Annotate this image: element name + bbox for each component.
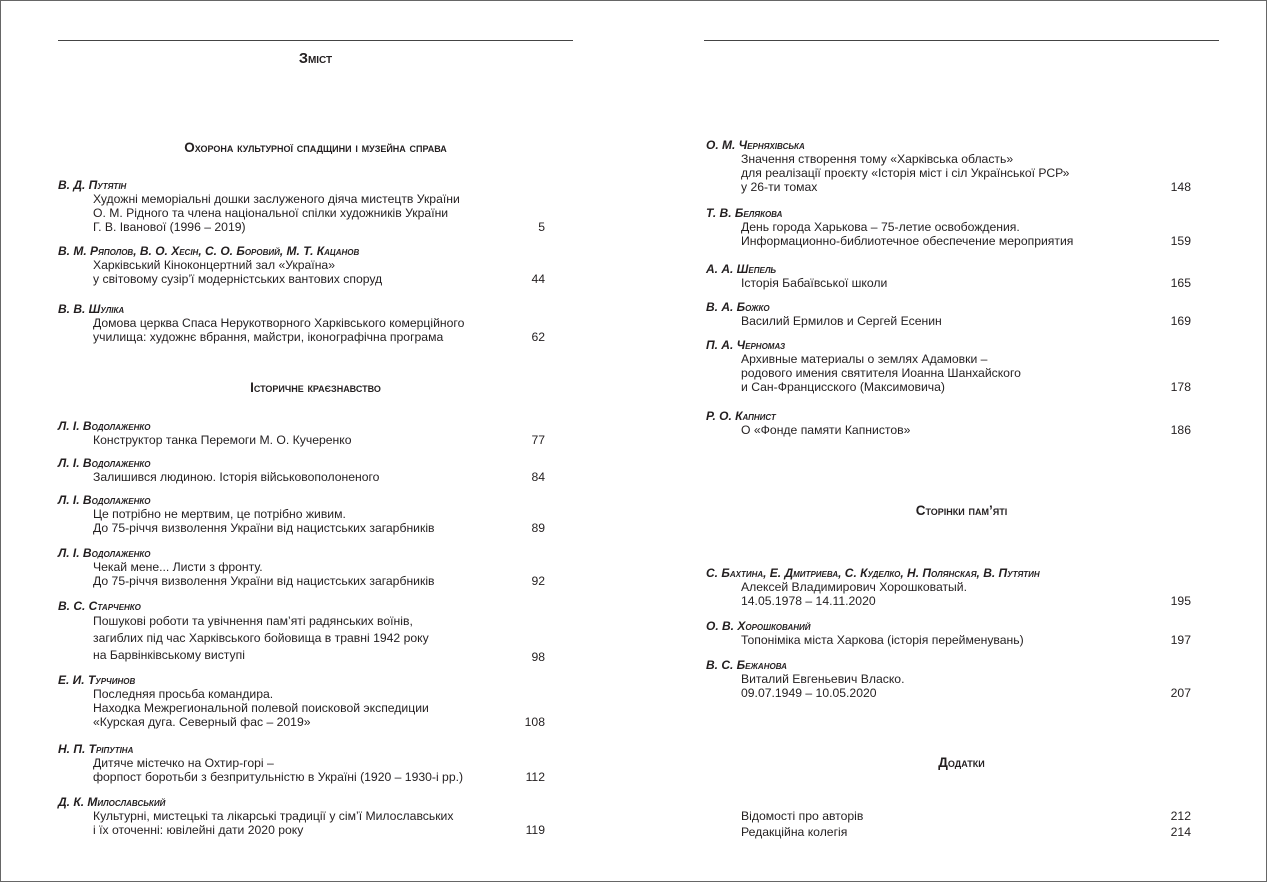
entry-title-line: Алексей Владимирович Хорошковатый. bbox=[741, 580, 967, 594]
entry-title-line: училища: художнє вбрання, майстри, іконографічна програма bbox=[93, 330, 444, 344]
entry-title-line: Топоніміка міста Харкова (історія перейменувань) bbox=[741, 633, 1024, 647]
entry-page-number: 165 bbox=[1170, 276, 1191, 290]
entry-title-line: на Барвінківському виступі bbox=[93, 648, 245, 662]
entry-author: Л. І. Водолаженко bbox=[58, 456, 151, 470]
entry-author: О. В. Хорошкований bbox=[706, 619, 811, 633]
entry-title-line: для реалізації проєкту «Історія міст і сіл Української РСР» bbox=[741, 166, 1070, 180]
entry-title bbox=[706, 352, 1191, 394]
entry-page-number: 112 bbox=[525, 770, 545, 784]
entry-title-line: 09.07.1949 – 10.05.2020 bbox=[741, 686, 877, 700]
entry-author: С. Бахтина, Е. Дмитриева, С. Куделко, Н. Полянская, В. Путятин bbox=[706, 566, 1040, 580]
entry-page-number: 108 bbox=[524, 715, 545, 729]
entry-author: Л. І. Водолаженко bbox=[58, 493, 151, 507]
toc-entry[interactable] bbox=[706, 138, 1191, 194]
toc-entry[interactable] bbox=[58, 673, 545, 729]
entry-title bbox=[58, 560, 545, 588]
entry-page-number: 207 bbox=[1170, 686, 1191, 700]
entry-title-line: Це потрібно не мертвим, це потрібно живим. bbox=[93, 507, 346, 521]
entry-title-line: О. М. Рідного та члена національної спілки художників України bbox=[93, 206, 449, 220]
entry-title-line: Домова церква Спаса Нерукотворного Харківського комерційного bbox=[93, 316, 465, 330]
entry-title-line: Виталий Евгеньевич Власко. bbox=[741, 672, 905, 686]
toc-entry[interactable] bbox=[706, 338, 1191, 394]
section-heading: Додатки bbox=[938, 755, 985, 770]
entry-title bbox=[58, 809, 545, 837]
entry-title-line: Последняя просьба командира. bbox=[93, 687, 274, 701]
entry-page-number: 92 bbox=[531, 574, 545, 588]
entry-title-line: Відомості про авторів bbox=[741, 809, 864, 823]
entry-page-number: 5 bbox=[538, 220, 545, 234]
entry-page-number: 186 bbox=[1170, 423, 1191, 437]
toc-entry[interactable] bbox=[706, 825, 1191, 839]
entry-page-number: 77 bbox=[531, 433, 545, 447]
entry-page-number: 214 bbox=[1170, 825, 1191, 839]
toc-entry[interactable] bbox=[706, 262, 1191, 290]
entry-title bbox=[58, 687, 545, 729]
toc-entry[interactable] bbox=[706, 809, 1191, 823]
entry-author: В. С. Бежанова bbox=[706, 658, 787, 672]
entry-title bbox=[58, 433, 545, 447]
entry-title-line: Конструктор танка Перемоги М. О. Кучеренко bbox=[93, 433, 352, 447]
entry-author: Л. І. Водолаженко bbox=[58, 419, 151, 433]
entry-author: Р. О. Капнист bbox=[706, 409, 776, 423]
toc-entry[interactable] bbox=[58, 178, 545, 234]
entry-title-line: Історія Бабаївської школи bbox=[741, 276, 888, 290]
toc-entry[interactable] bbox=[58, 742, 545, 784]
entry-title-line: Г. В. Іванової (1996 – 2019) bbox=[93, 220, 246, 234]
entry-title bbox=[58, 756, 545, 784]
entry-title bbox=[58, 613, 545, 664]
entry-title-line: у 26-ти томах bbox=[741, 180, 818, 194]
entry-title-line: «Курская дуга. Северный фас – 2019» bbox=[93, 715, 311, 729]
entry-title-line: и Сан-Францисского (Максимовича) bbox=[741, 380, 945, 394]
toc-entry[interactable] bbox=[58, 419, 545, 447]
entry-author: Т. В. Белякова bbox=[706, 206, 783, 220]
entry-page-number: 148 bbox=[1170, 180, 1191, 194]
entry-page-number: 197 bbox=[1170, 633, 1191, 647]
entry-title bbox=[58, 316, 545, 344]
toc-entry[interactable] bbox=[706, 566, 1191, 608]
toc-entry[interactable] bbox=[58, 795, 545, 837]
right-top-rule bbox=[704, 40, 1219, 41]
entry-title-line: Архивные материалы о землях Адамовки – bbox=[741, 352, 988, 366]
entry-title bbox=[706, 580, 1191, 608]
toc-entry[interactable] bbox=[58, 456, 545, 484]
entry-page-number: 119 bbox=[525, 823, 545, 837]
entry-title-line: Информационно-библиотечное обеспечение мероприятия bbox=[741, 234, 1074, 248]
entry-page-number: 62 bbox=[531, 330, 545, 344]
entry-author: В. А. Божко bbox=[706, 300, 770, 314]
entry-page-number: 178 bbox=[1170, 380, 1191, 394]
entry-author: Е. И. Турчинов bbox=[58, 673, 136, 687]
page-title: Зміст bbox=[298, 51, 333, 67]
entry-author: В. М. Ряполов, В. О. Хесін, С. О. Боровий, М. Т. Кацанов bbox=[58, 244, 360, 258]
entry-page-number: 212 bbox=[1170, 809, 1191, 823]
entry-page-number: 98 bbox=[531, 650, 545, 664]
entry-title-line: До 75-річчя визволення України від нацистських загарбників bbox=[93, 574, 435, 588]
entry-author: П. А. Черномаз bbox=[706, 338, 786, 352]
entry-title-line: Василий Ермилов и Сергей Есенин bbox=[741, 314, 942, 328]
entry-title-line: у світовому сузір’ї модерністських вантових споруд bbox=[93, 272, 383, 286]
left-top-rule bbox=[58, 40, 573, 41]
entry-page-number: 84 bbox=[531, 470, 545, 484]
toc-entry[interactable] bbox=[706, 206, 1191, 248]
entry-title bbox=[706, 152, 1191, 194]
entry-title-line: О «Фонде памяти Капнистов» bbox=[741, 423, 911, 437]
entry-title-line: Находка Межрегиональной полевой поисковой экспедиции bbox=[93, 701, 429, 715]
section-heading: Охорона культурної спадщини і музейна справа bbox=[184, 140, 447, 155]
entry-title-line: Художні меморіальні дошки заслуженого діяча мистецтв України bbox=[93, 192, 460, 206]
entry-page-number: 195 bbox=[1170, 594, 1191, 608]
entry-page-number: 44 bbox=[531, 272, 545, 286]
toc-entry[interactable] bbox=[706, 658, 1191, 700]
entry-title-line: День города Харькова – 75-летие освобождения. bbox=[741, 220, 1020, 234]
entry-title bbox=[706, 825, 1191, 839]
entry-page-number: 159 bbox=[1170, 234, 1191, 248]
entry-title-line: Культурні, мистецькі та лікарські традиції у сім’ї Милославських bbox=[93, 809, 454, 823]
entry-author: В. С. Старченко bbox=[58, 599, 141, 613]
entry-author: В. В. Шуліка bbox=[58, 302, 125, 316]
entry-title-line: До 75-річчя визволення України від нацистських загарбників bbox=[93, 521, 435, 535]
entry-author: Л. І. Водолаженко bbox=[58, 546, 151, 560]
entry-title bbox=[706, 809, 1191, 823]
entry-author: А. А. Шепель bbox=[706, 262, 777, 276]
toc-entry[interactable] bbox=[58, 599, 545, 664]
entry-page-number: 89 bbox=[531, 521, 545, 535]
entry-title bbox=[58, 470, 545, 484]
entry-title-line: форпост боротьби з безпритульністю в Україні (1920 – 1930-і рр.) bbox=[93, 770, 464, 784]
entry-title-line: Пошукові роботи та увічнення пам’яті радянських воїнів, bbox=[93, 614, 413, 628]
toc-entry[interactable] bbox=[58, 546, 545, 588]
entry-title bbox=[706, 672, 1191, 700]
toc-entry[interactable] bbox=[58, 493, 545, 535]
section-heading: Сторінки пам’яті bbox=[915, 503, 1008, 518]
entry-title bbox=[706, 423, 1191, 437]
entry-title-line: і їх оточенні: ювілейні дати 2020 року bbox=[93, 823, 304, 837]
entry-title-line: Значення створення тому «Харківська область» bbox=[741, 152, 1014, 166]
entry-title-line: загиблих під час Харківського бойовища в травні 1942 року bbox=[93, 631, 429, 645]
entry-title bbox=[58, 258, 545, 286]
section-heading: Історичне краєзнавство bbox=[250, 380, 381, 395]
entry-title-line: Редакційна колегія bbox=[741, 825, 848, 839]
entry-author: Д. К. Милославський bbox=[58, 795, 166, 809]
entry-title-line: Чекай мене... Листи з фронту. bbox=[93, 560, 263, 574]
entry-title-line: Залишився людиною. Історія військовополоненого bbox=[93, 470, 380, 484]
entry-title bbox=[58, 192, 545, 234]
toc-entry[interactable] bbox=[58, 244, 545, 286]
entry-title-line: Дитяче містечко на Охтир-горі – bbox=[93, 756, 274, 770]
entry-title-line: родового имения святителя Иоанна Шанхайского bbox=[741, 366, 1021, 380]
entry-title bbox=[706, 314, 1191, 328]
toc-entry[interactable] bbox=[706, 300, 1191, 328]
entry-title-line: 14.05.1978 – 14.11.2020 bbox=[741, 594, 876, 608]
entry-author: Н. П. Тріпутіна bbox=[58, 742, 134, 756]
entry-title bbox=[706, 633, 1191, 647]
toc-entry[interactable] bbox=[706, 619, 1191, 647]
entry-author: В. Д. Путятін bbox=[58, 178, 127, 192]
toc-entry[interactable] bbox=[706, 409, 1191, 437]
toc-entry[interactable] bbox=[58, 302, 545, 344]
entry-page-number: 169 bbox=[1170, 314, 1191, 328]
entry-title bbox=[706, 220, 1191, 248]
entry-author: О. М. Черняхівська bbox=[706, 138, 805, 152]
entry-title bbox=[706, 276, 1191, 290]
entry-title-line: Харківський Кіноконцертний зал «Україна» bbox=[93, 258, 335, 272]
entry-title bbox=[58, 507, 545, 535]
